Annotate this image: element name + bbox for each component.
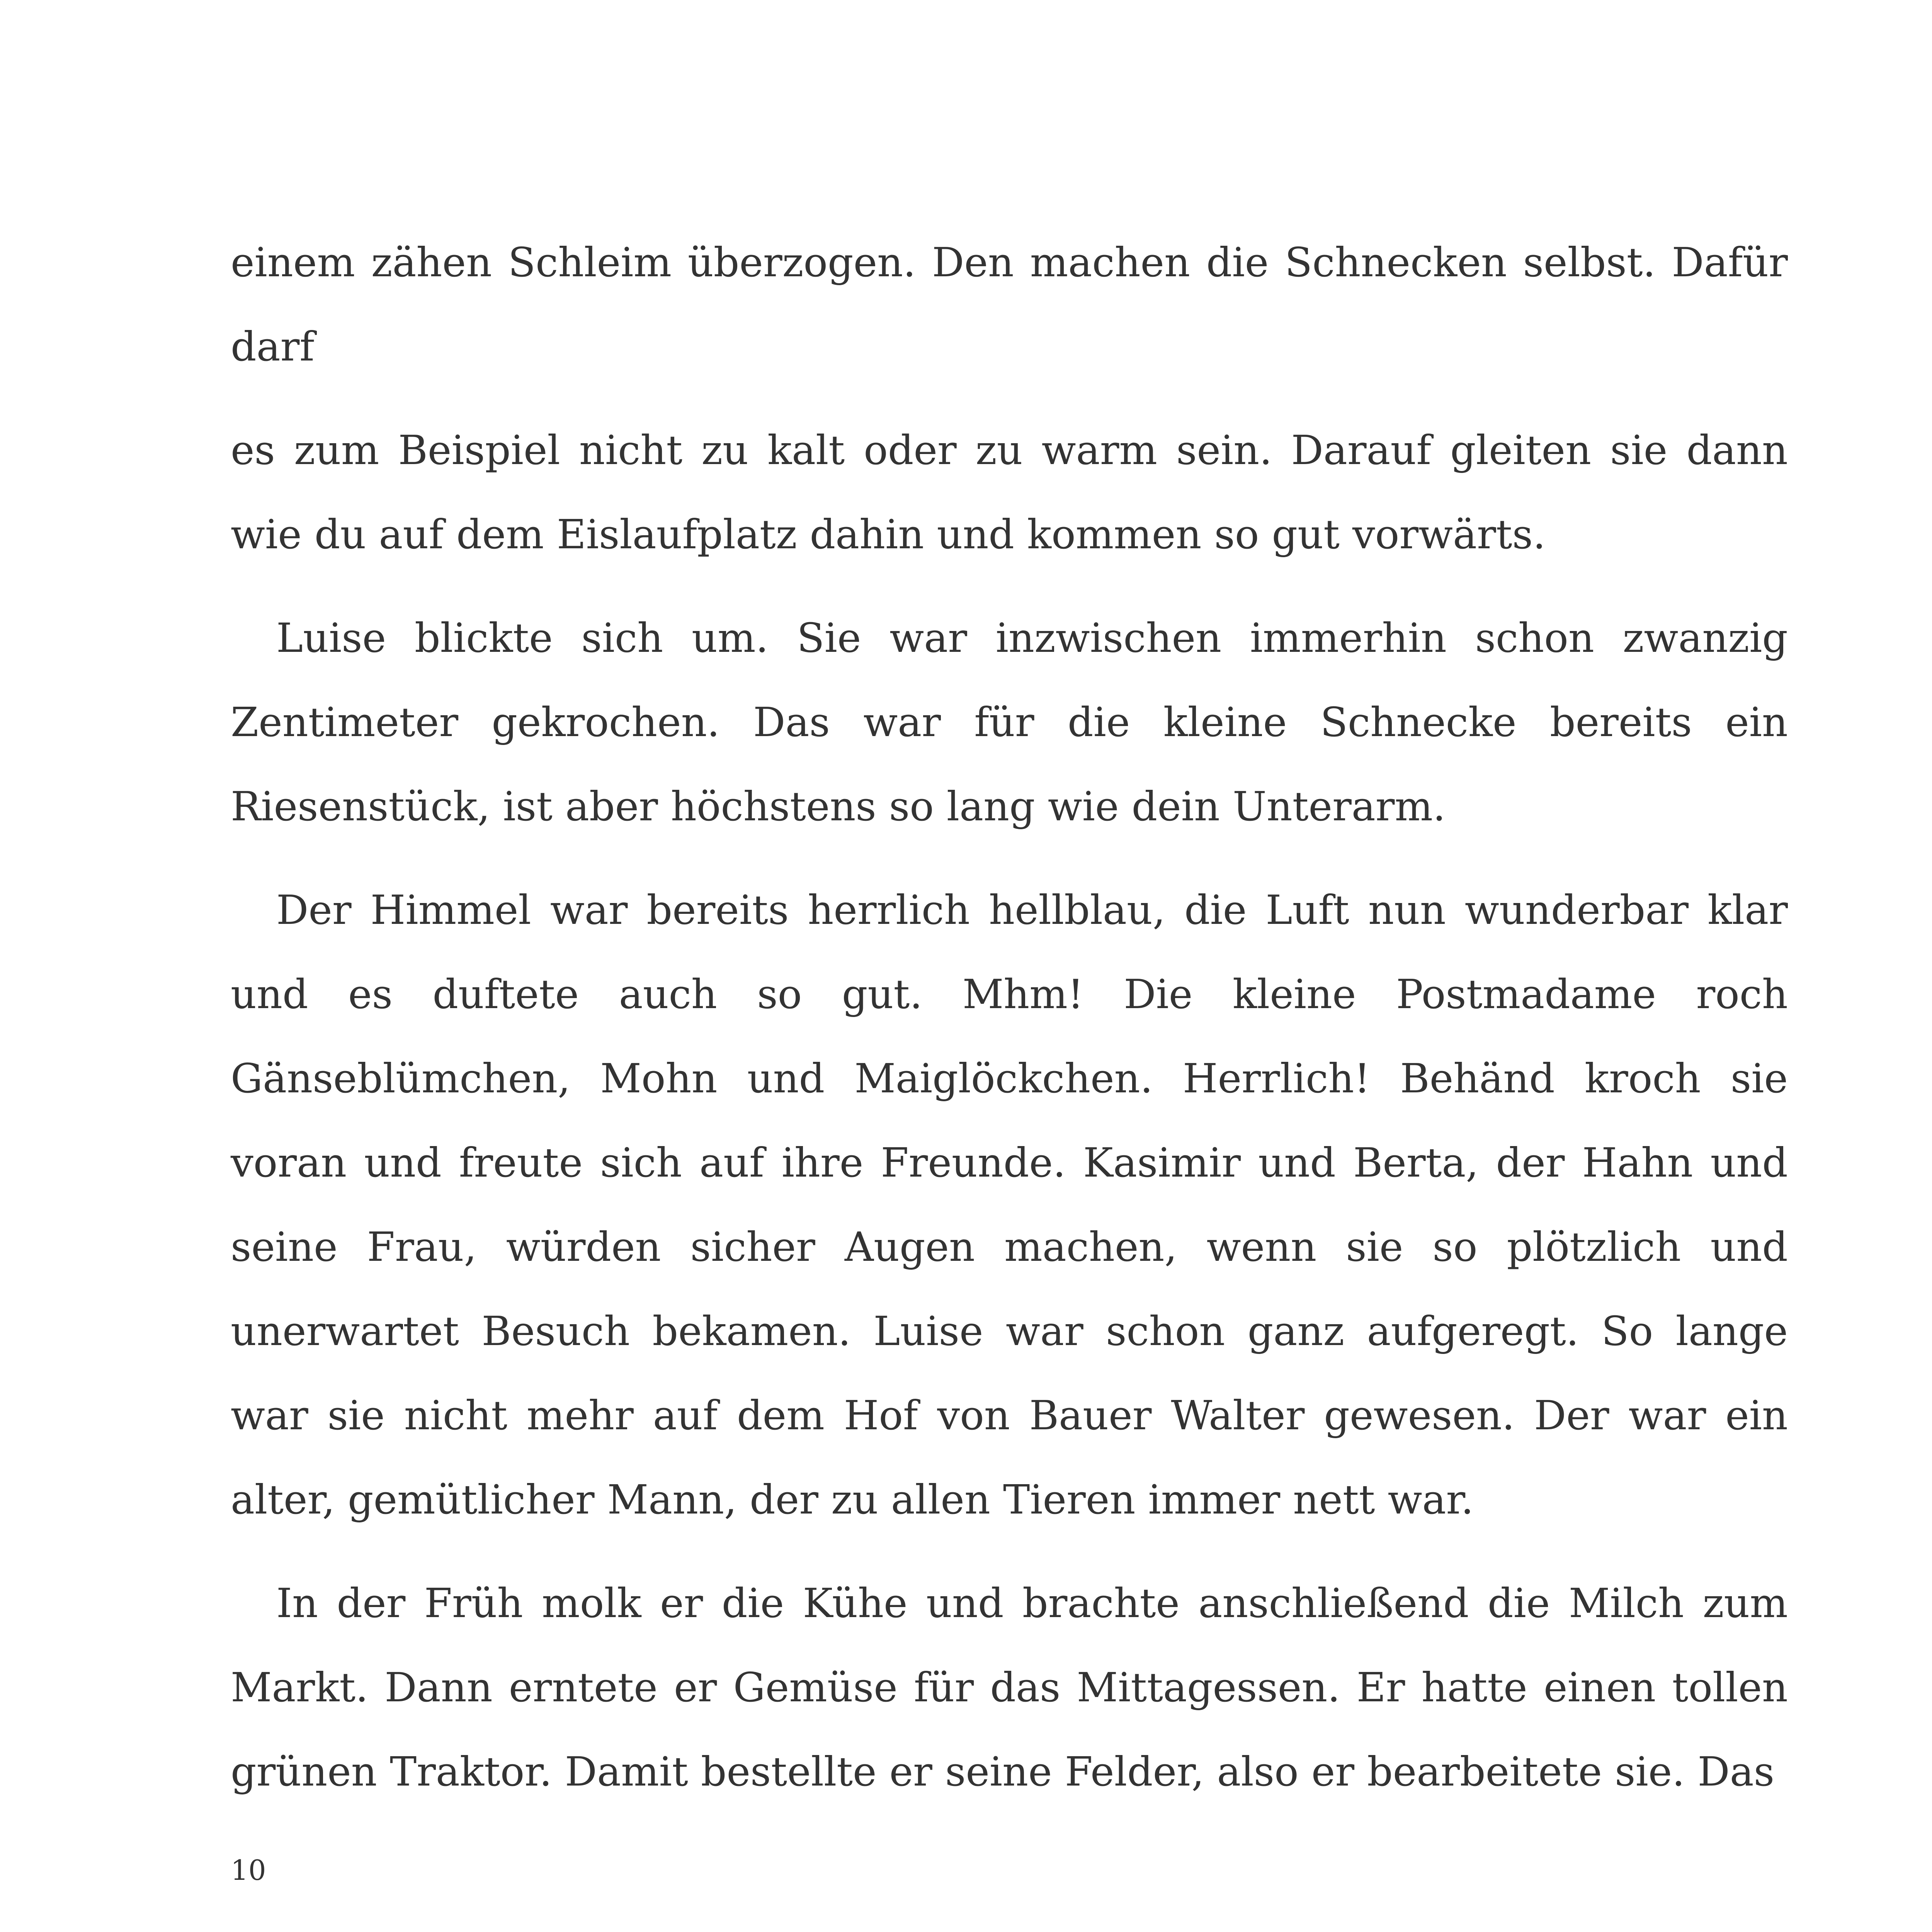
paragraph-2: es zum Beispiel nicht zu kalt oder zu warm sein. Darauf gleiten sie dann wie du auf dem Eislaufplatz dahin und kommen so gut vorwärts. — [231, 427, 1788, 558]
body-text — [231, 220, 1788, 1814]
paragraph-1: einem zähen Schleim überzogen. Den machen die Schnecken selbst. Dafür darf — [231, 239, 1788, 370]
paragraph-5: In der Früh molk er die Kühe und brachte anschließend die Milch zum Markt. Dann erntete er Gemüse für das Mittagessen. Er hatte einen tollen grünen Traktor. Damit bestellte er seine Felder, also er bearbeitete sie. Das — [231, 1580, 1788, 1795]
page-number: 10 — [231, 1854, 266, 1886]
paragraph-3: Luise blickte sich um. Sie war inzwischen immerhin schon zwanzig Zentimeter gekrochen. Das war für die kleine Schnecke bereits ein Riesenstück, ist aber höchstens so lang wie dein Unterarm. — [231, 614, 1788, 830]
paragraph-4: Der Himmel war bereits herrlich hellblau, die Luft nun wunderbar klar und es duftete auch so gut. Mhm! Die kleine Postmadame roch Gänseblümchen, Mohn und Maiglöckchen. Herrlich! Behänd kroch sie voran und freute sich auf ihre Freunde. Kasimir und Berta, der Hahn und seine Frau, würden sicher Augen machen, wenn sie so plötzlich und unerwartet Besuch bekamen. Luise war schon ganz aufgeregt. So lange war sie nicht mehr auf dem Hof von Bauer Walter gewesen. Der war ein alter, gemütlicher Mann, der zu allen Tieren immer nett war. — [231, 886, 1788, 1523]
